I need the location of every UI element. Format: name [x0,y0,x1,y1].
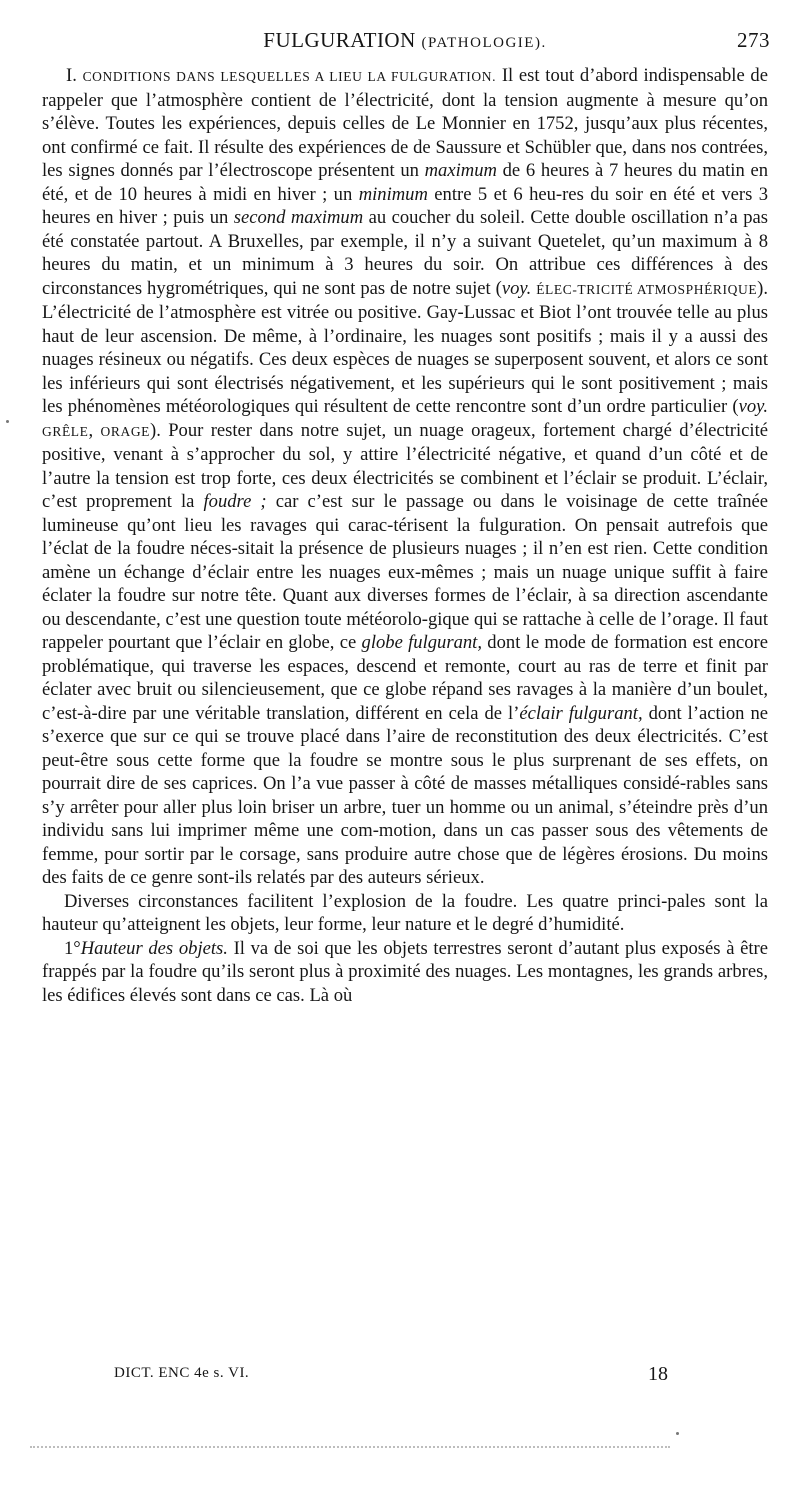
text-run: au coucher du soleil. Cette double oscillation n’a pas été constatée partout. A Bruxelles, par exemple, il n’y a suivant Quetelet, qu’un maximum à 8 heures du matin, et un minimum à 3 heures du soir. On attribue ces différences à des circonstances hygrométriques, qui ne sont pas de notre sujet ( [42,207,768,299]
text-run: , [88,419,101,441]
italic-term: globe fulgurant, [361,632,482,653]
item-number: 1° [64,937,81,959]
italic-term: foudre ; [203,491,267,512]
italic-term: éclair fulgurant, [519,702,643,724]
section-number: I. [66,65,77,86]
paragraph-3 [42,937,768,1008]
text-run: entre 5 et 6 heu-res du soir en été et vers 3 heures en hiver ; puis un [42,183,769,228]
cross-reference: GRÊLE [42,423,89,439]
text-run: ). L’électricité de l’atmosphère est vitrée ou positive. Gay-Lussac et Biot l’ont trouvée telle au plus haut de leur ascension. De même, à l’ordinaire, les nuages sont positifs ; mais il y a aussi des nuages résineux ou négatifs. Ces deux espèces de nuages se superposent souvent, et alors ce sont les inférieurs qui sont électrisés négativement, et les supérieurs qui le sont positivement ; mais les phénomènes météorologiques qui résultent de cette rencontre sont d’un ordre particulier ( [42,277,769,417]
printer-signature: DICT. ENC 4e s. VI. [114,1365,250,1381]
italic-term: voy. [501,277,532,299]
ink-speck [6,420,9,423]
text-run: ). Pour rester dans notre sujet, un nuage orageux, fortement chargé d’électricité positive, venant à s’approcher du sol, y attire l’électricité négative, et quand d’un côté et de l’autre la tension est trop forte, ces deux électricités se combinent et l’éclair se produit. L’éclair, c’est proprement la [42,419,769,512]
italic-term: voy. [738,396,768,417]
running-head [40,28,770,60]
text-run: Il est tout d’abord indispensable de rappeler que l’atmosphère contient de l’électricité, dont la tension augmente à mesure qu’on s’élève. Toutes les expériences, depuis celles de Le Monnier en 1752, jusqu’aux plus récentes, ont confirmé ce fait. Il résulte des expériences de de Saussure et Schübler que, dans nos contrées, les signes donnés par l’électroscope présentent un [42,65,768,181]
text-run: car c’est sur le passage ou dans le voisinage de cette traînée lumineuse qu’ont lieu les ravages qui carac-térisent la fulguration. On pensait autrefois que l’éclat de la foudre néces-sitait la présence de plusieurs nuages ; il n’en est rien. Cette condition amène un échange d’éclair entre les nuages eux-mêmes ; mais un nuage unique suffit à faire éclater la foudre sur notre tête. Quant aux diverses formes de l’éclair, à sa direction ascendante ou descendante, c’est une question toute météorolo-gique qui se rattache à celle de l’orage. Il faut rappeler pourtant que l’éclair en globe, ce [42,491,768,653]
cross-reference: ORAGE [100,423,151,439]
page-footer [42,1363,768,1389]
cross-reference: ÉLEC-TRICITÉ ATMOSPHÉRIQUE [536,281,758,297]
text-run: dont le mode de formation est encore problématique, qui traverse les espaces, descend et remonte, court au ras de terre et finit par éclater avec bruit ou silencieusement, que ce globe répand ses ravages à la manière d’un boulet, c’est-à-dire par une véritable translation, différent en cela de l’ [42,632,768,724]
ink-speck [676,1432,679,1435]
head-title-sub: (PATHOLOGIE). [421,35,547,51]
item-heading: Hauteur des objets. [80,937,228,959]
running-head-title [40,28,770,53]
text-run: de 6 heures à 7 heures du matin en été, et de 10 heures à midi en hiver ; un [42,160,769,205]
head-title-main: FULGURATION [263,28,416,52]
bottom-dotted-rule [30,1446,670,1448]
italic-term: minimum [358,183,428,205]
paragraph-2: Diverses circonstances facilitent l’explosion de la foudre. Les quatre princi-pales sont la hauteur qu’atteignent les objets, leur forme, leur nature et le degré d’humidité. [42,890,768,935]
text-run: Il va de soi que les objets terrestres seront d’autant plus exposés à être frappés par la foudre qu’ils seront plus à proximité des nuages. Les montagnes, les grands arbres, les édifices élevés sont dans ce cas. Là où [42,937,768,1006]
italic-term: second maximum [233,207,364,228]
italic-term: maximum [424,160,497,181]
paragraph-1 [42,64,768,890]
page-number: 273 [737,28,770,52]
signature-mark: 18 [648,1363,668,1385]
section-heading: CONDITIONS DANS LESQUELLES A LIEU LA FULGURATION. [82,69,497,84]
body-text [42,64,768,1007]
text-run: dont l’action ne s’exerce que sur ce qui se trouve placé dans l’aire de reconstitution des deux électricités. C’est peut-être sous cette forme que la foudre se montre sous le plus surprenant de ses effets, on pourrait dire de ses caprices. On l’a vue passer à côté de masses métalliques considé-rables sans s’y arrêter pour aller plus loin briser un arbre, tuer un homme ou un animal, s’éteindre près d’un individu sans lui imprimer même une com-motion, dans un cas passer sous des vêtements de femme, pour sortir par le corsage, sans produire autre chose que de légères érosions. Du moins des faits de ce genre sont-ils relatés par des auteurs sérieux. [42,702,768,888]
